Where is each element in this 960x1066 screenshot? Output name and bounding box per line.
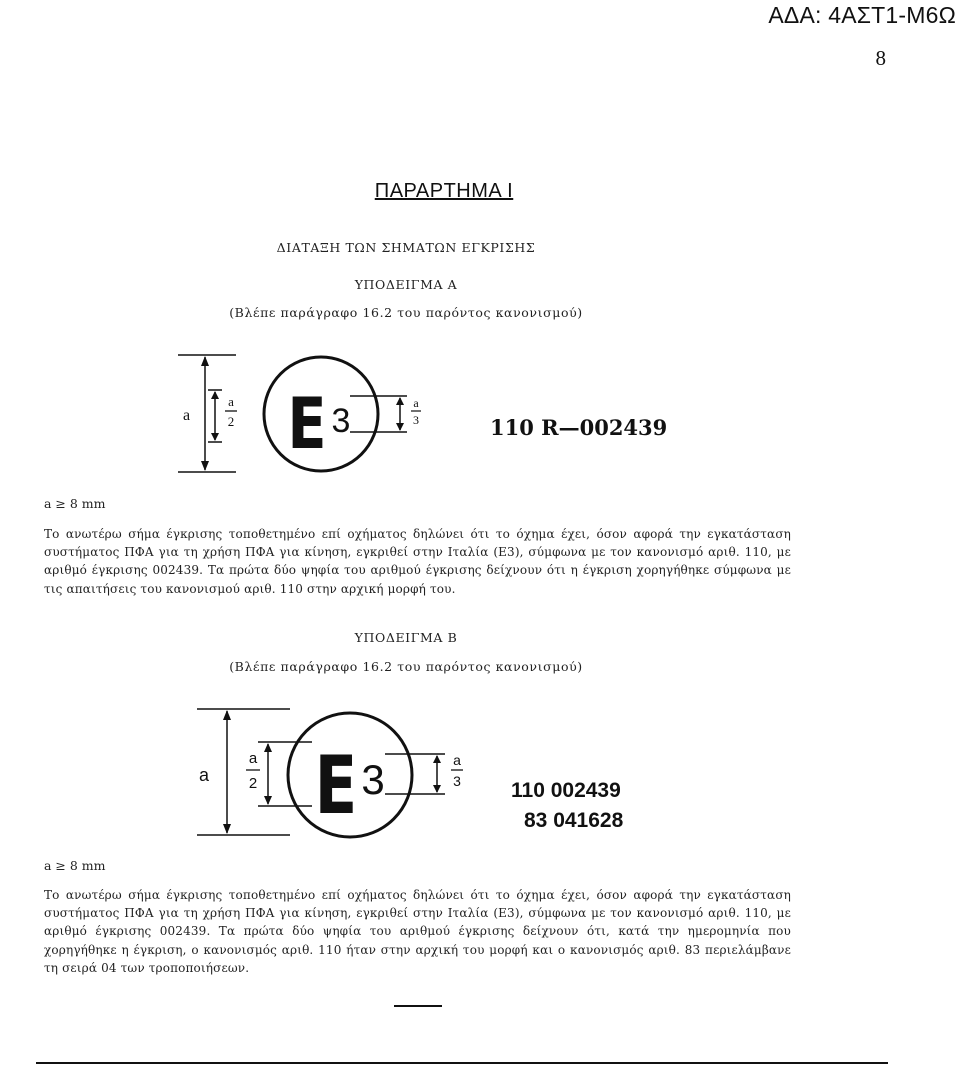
sample-b-title: ΥΠΟΔΕΙΓΜΑ Β [354,630,458,645]
frac-a-denominator-left: 2 [248,775,258,792]
approval-number-line1: 110 002439 [511,779,621,802]
frac-a-numerator-right: a [453,752,461,768]
e-letter: E [287,384,327,466]
sample-a-reference: (Βλέπε παράγραφο 16.2 του παρόντος κανονισμού) [229,305,583,320]
sample-a-title: ΥΠΟΔΕΙΓΜΑ Α [354,277,458,292]
sample-b-description: Το ανωτέρω σήμα έγκρισης τοποθετημένο επί οχήματος δηλώνει ότι το όχημα έχει, όσον αφορά την εγκατάσταση συστήματος ΠΦΑ για τη χρήση ΠΦΑ για κίνηση, εγκριθεί στην Ιταλία (Ε3), σύμφωνα με τον κανονισμό αριθ. 110, με αριθμό έγκρισης 002439. Τα πρώτα δύο ψηφία του αριθμού έγκρισης δείχνουν ότι, κατά την ημερομηνία που χορηγήθηκε η έγκριση, ο κανονισμός αριθ. 110 ήταν στην αρχική του μορφή και ο κανονισμός αριθ. 83 περιελάμβανε τη σειρά 04 των τροποποιήσεων. [44,888,791,975]
e-letter: E [314,738,358,832]
page-number: 8 [875,46,886,70]
approval-mark-b-figure [0,690,960,850]
annex-subtitle: ΔΙΑΤΑΞΗ ΤΩΝ ΣΗΜΑΤΩΝ ΕΓΚΡΙΣΗΣ [276,240,536,255]
annex-title: ΠΑΡΑΡΤΗΜΑ Ι [374,180,514,202]
dimension-a-label: a [199,765,210,785]
frac-a-denominator-left: 2 [227,414,235,429]
approval-number-line2: 83 041628 [524,809,624,832]
a-condition: a ≥ 8 mm [44,858,106,873]
footnote-separator [394,1005,442,1007]
a-condition: a ≥ 8 mm [44,496,106,511]
frac-a-denominator-right: 3 [413,413,419,427]
approval-number: 110 R—002439 [490,415,668,440]
frac-a-numerator-left: a [248,750,258,767]
sample-b-reference: (Βλέπε παράγραφο 16.2 του παρόντος κανονισμού) [229,659,583,674]
page-bottom-rule [36,1062,888,1064]
frac-a-numerator-left: a [228,394,234,409]
country-number: 3 [361,756,385,803]
frac-a-denominator-right: 3 [453,773,461,789]
dimension-a-marker [197,709,290,835]
country-number: 3 [331,402,351,440]
half-height-marker [208,390,222,442]
dimension-a-label: a [183,407,191,424]
ada-code: ΑΔΑ: 4ΑΣΤ1-Μ6Ω [768,2,956,28]
approval-mark-a-figure [0,340,960,490]
frac-a-numerator-right: a [413,396,419,410]
sample-a-description: Το ανωτέρω σήμα έγκρισης τοποθετημένο επί οχήματος δηλώνει ότι το όχημα έχει, όσον αφορά την εγκατάσταση συστήματος ΠΦΑ για τη χρήση ΠΦΑ για κίνηση, εγκριθεί στην Ιταλία (Ε3), σύμφωνα με τον κανονισμό αριθ. 110, με αριθμό έγκρισης 002439. Τα πρώτα δύο ψηφία του αριθμού έγκρισης δείχνουν ότι η έγκριση χορηγήθηκε σύμφωνα με τις απαιτήσεις του κανονισμού αριθ. 110 στην αρχική μορφή του. [44,527,791,596]
third-height-marker [385,754,445,794]
half-height-marker [258,742,312,806]
